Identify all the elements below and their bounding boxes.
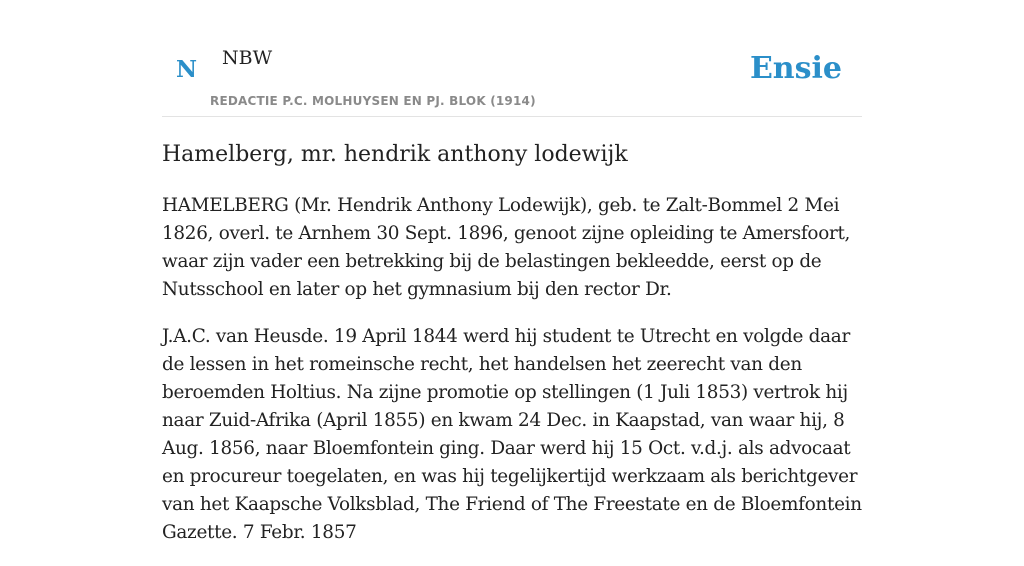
source-logo-icon[interactable]: N bbox=[176, 56, 198, 83]
brand-logo-link[interactable]: Ensie bbox=[749, 51, 842, 86]
header bbox=[162, 0, 862, 117]
article-paragraph: J.A.C. van Heusde. 19 April 1844 werd hij student te Utrecht en volgde daar de lessen in het romeinsche recht, het handelsen het zeerecht van den beroemden Holtius. Na zijne promotie op stellingen (1 Juli 1853) vertrok hij naar Zuid-Afrika (April 1855) en kwam 24 Dec. in Kaapstad, van waar hij, 8 Aug. 1856, naar Bloemfontein ging. Daar werd hij 15 Oct. v.d.j. als advocaat en procureur toegelaten, en was hij tegelijkertijd werkzaam als berichtgever van het Kaapsche Volksblad, The Friend of The Freestate en de Bloemfontein Gazette. 7 Febr. 1857 bbox=[162, 326, 862, 543]
article-paragraph: HAMELBERG (Mr. Hendrik Anthony Lodewijk), geb. te Zalt-Bommel 2 Mei 1826, overl. te Arnhem 30 Sept. 1896, genoot zijne opleiding te Amersfoort, waar zijn vader een betrekking bij de belastingen bekleedde, eerst op de Nutsschool en later op het gymnasium bij den rector Dr. bbox=[162, 195, 851, 300]
source-name[interactable]: NBW bbox=[222, 47, 273, 69]
source-subtitle: REDACTIE P.C. MOLHUYSEN EN PJ. BLOK (1914) bbox=[210, 94, 536, 108]
page-title: Hamelberg, mr. hendrik anthony lodewijk bbox=[162, 142, 628, 167]
article-body bbox=[162, 192, 862, 566]
